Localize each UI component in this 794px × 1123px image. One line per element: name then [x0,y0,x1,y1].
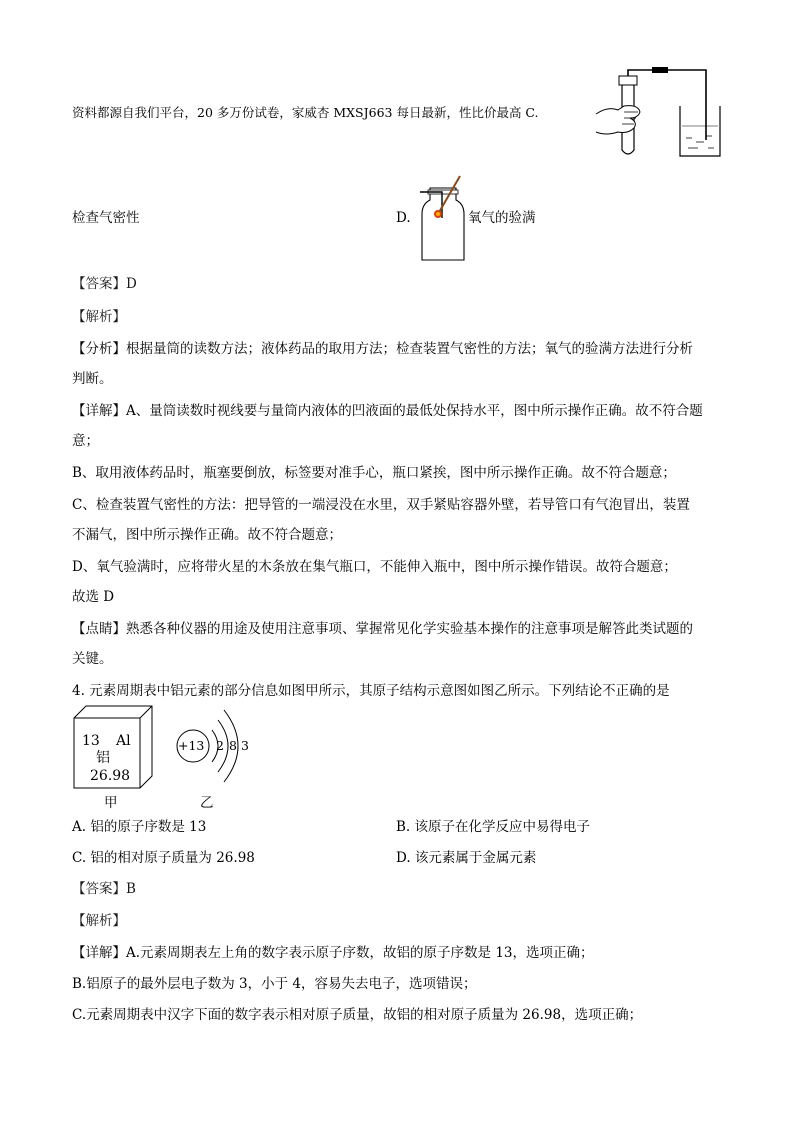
atom-nucleus-charge: +13 [178,738,205,753]
q4-detail-a: 【详解】A.元素周期表左上角的数字表示原子序数，故铝的原子序数是 13，选项正确； [72,945,594,961]
q3-analysis-head: 【解析】 [72,309,126,325]
q3-detail-line-1: 【详解】A、量筒读数时视线要与量筒内液体的凹液面的最低处保持水平，图中所示操作正确。故不符合题 [72,403,703,419]
atom-shell-3-electrons: 3 [241,738,249,753]
q3-c-line-2: 不漏气，图中所示操作正确。故不符合题意； [72,527,342,543]
q3-detail-line-2: 意； [72,433,99,449]
element-figure-caption: 甲 [104,795,118,811]
option-d-caption: 氧气的验满 [468,210,536,226]
q3-fenxi-line-1: 【分析】根据量筒的读数方法；液体药品的取用方法；检查装置气密性的方法；氧气的验满方法进行分析 [72,341,693,357]
q4-option-a: A. 铝的原子序数是 13 [72,819,207,835]
element-name: 铝 [96,750,110,766]
element-symbol: Al [116,733,131,749]
option-d-label: D. [396,210,411,226]
atom-shell-1-electrons: 2 [216,738,224,753]
q3-d-line: D、氧气验满时，应将带火星的木条放在集气瓶口，不能伸入瓶中，图中所示操作错误。故符合题意； [72,559,677,575]
q3-conclusion: 故选 D [72,589,115,605]
q3-dianjing-line-1: 【点睛】熟悉各种仪器的用途及使用注意事项、掌握常见化学实验基本操作的注意事项是解答此类试题的 [72,621,693,637]
q4-analysis-head: 【解析】 [72,913,126,929]
q4-detail-c: C.元素周期表中汉字下面的数字表示相对原子质量，故铝的相对原子质量为 26.98，选项正确； [72,1007,643,1023]
element-atomic-number: 13 [82,733,100,749]
q3-b-line: B、取用液体药品时，瓶塞要倒放，标签要对准手心，瓶口紧挨，图中所示操作正确。故不符合题意； [72,465,676,481]
q3-dianjing-line-2: 关键。 [72,651,113,667]
q4-option-d: D. 该元素属于金属元素 [396,850,537,866]
watermark-line: 资料都源自我们平台，20 多万份试卷，家威杏 MXSJ663 每日最新，性比价最高 C. [72,105,539,120]
q4-detail-b: B.铝原子的最外层电子数为 3，小于 4，容易失去电子，选项错误； [72,976,477,992]
q3-fenxi-line-2: 判断。 [72,371,113,387]
oxygen-test-figure [418,174,468,262]
q4-stem: 4. 元素周期表中铝元素的部分信息如图甲所示，其原子结构示意图如图乙所示。下列结论不正确的是 [72,683,670,699]
q4-option-b: B. 该原子在化学反应中易得电子 [396,819,591,835]
atom-figure-caption: 乙 [200,795,214,811]
q4-option-c: C. 铝的相对原子质量为 26.98 [72,850,255,866]
atom-shell-2-electrons: 8 [229,738,237,753]
q4-answer: 【答案】B [72,881,136,897]
q3-answer: 【答案】D [72,276,137,292]
element-atomic-mass: 26.98 [90,768,131,784]
option-c-caption: 检查气密性 [72,210,140,226]
q3-c-line-1: C、检查装置气密性的方法：把导管的一端浸没在水里，双手紧贴容器外壁，若导管口有气泡冒出，装置 [72,497,690,513]
airtightness-check-figure [594,66,724,162]
